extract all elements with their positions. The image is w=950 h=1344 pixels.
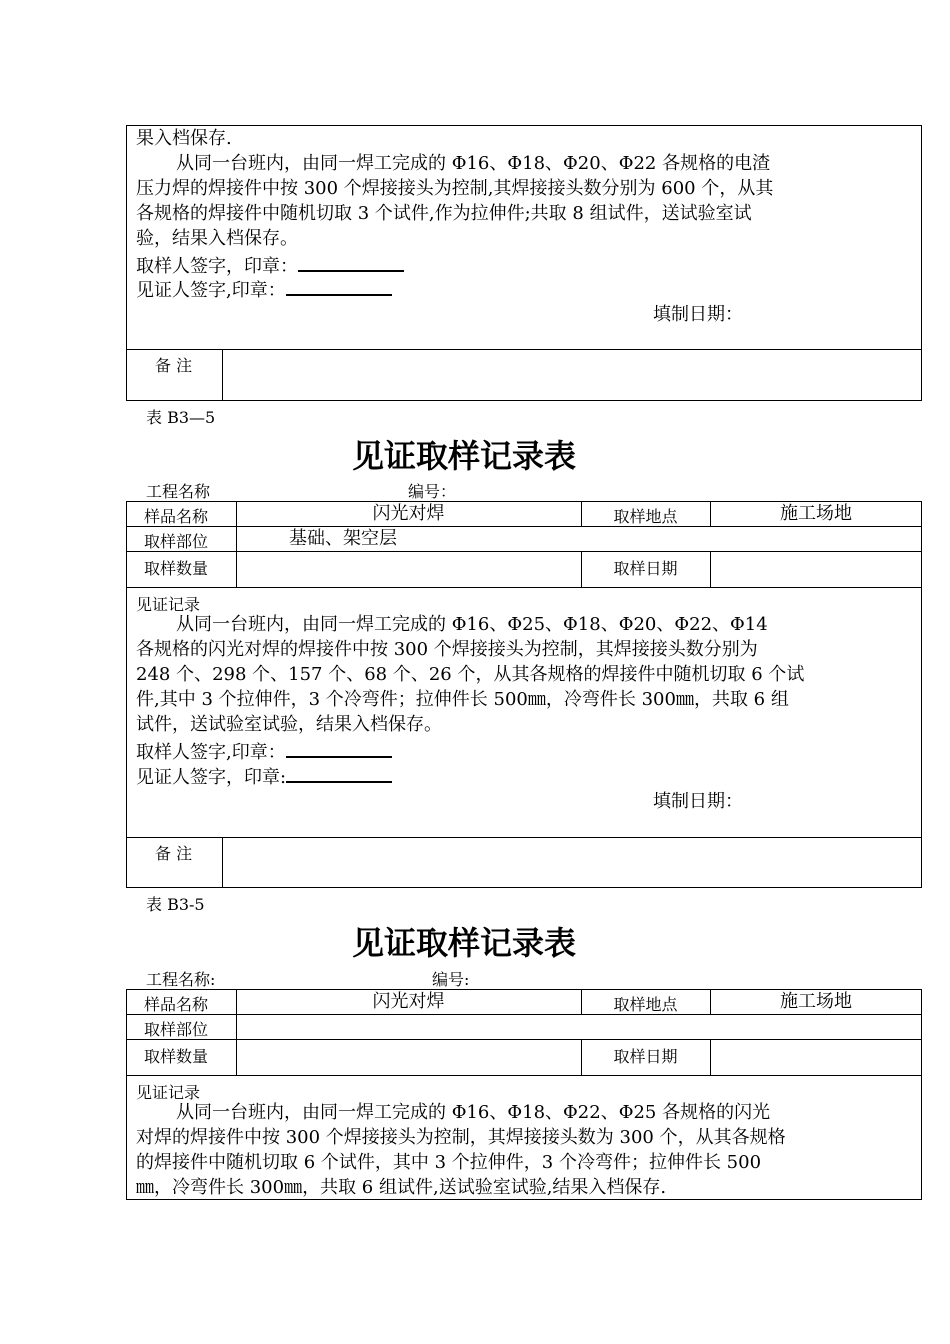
signature-line (298, 252, 404, 272)
quantity-label-3: 取样数量 (144, 1047, 209, 1066)
sampler-signature-1 (136, 252, 404, 279)
project-name-label-3: 工程名称: (146, 970, 216, 989)
record-line: 压力焊的焊接件中按 300 个焊接接头为控制,其焊接接头数分别为 600 个，从其 (136, 178, 774, 199)
row-line (126, 587, 922, 588)
signature-line (286, 276, 392, 296)
remarks-col-divider-1 (222, 349, 223, 400)
row-line (126, 526, 922, 527)
witness-signature-label: 见证人签字,印章： (136, 280, 286, 301)
sample-part-label-2: 取样部位 (144, 532, 209, 551)
sample-part-label-3: 取样部位 (144, 1020, 209, 1039)
record-line: 验，结果入档保存。 (136, 228, 298, 249)
location-value-3: 施工场地 (780, 991, 852, 1012)
sampler-signature-2 (136, 738, 392, 765)
record-line: 的焊接件中随机切取 6 个试件，其中 3 个拉伸件，3 个冷弯件；拉伸件长 500 (136, 1152, 762, 1173)
record-line: 各规格的焊接件中随机切取 3 个试件,作为拉伸件;共取 8 组试件，送试验室试 (136, 203, 752, 224)
sampler-signature-label: 取样人签字,印章： (136, 742, 286, 763)
sampler-signature-label: 取样人签字，印章： (136, 256, 298, 277)
form-title-3: 见证取样记录表 (352, 924, 577, 962)
quantity-label-2: 取样数量 (144, 559, 209, 578)
witness-signature-label: 见证人签字，印章: (136, 767, 287, 788)
witness-signature-2 (136, 763, 392, 790)
fill-date-2: 填制日期： (653, 791, 743, 812)
signature-line (286, 738, 392, 758)
record-text-3 (136, 1100, 913, 1200)
record-line: 从同一台班内，由同一焊工完成的 Φ16、Φ18、Φ22、Φ25 各规格的闪光 (176, 1102, 771, 1123)
sample-date-label-2: 取样日期 (613, 559, 678, 578)
col-line (710, 1039, 711, 1075)
sample-date-label-3: 取样日期 (613, 1047, 678, 1066)
record-line: 试件，送试验室试验，结果入档保存。 (136, 714, 442, 735)
record-line: 从同一台班内，由同一焊工完成的 Φ16、Φ18、Φ20、Φ22 各规格的电渣 (176, 153, 771, 174)
record-text-1 (136, 126, 913, 251)
record-line: 各规格的闪光对焊的焊接件中按 300 个焊接接头为控制，其焊接接头数分别为 (136, 639, 758, 660)
sample-name-value-2: 闪光对焊 (372, 503, 445, 524)
project-name-label-2: 工程名称 (146, 482, 211, 501)
fill-date-1: 填制日期： (653, 304, 743, 325)
location-value-2: 施工场地 (780, 503, 852, 524)
witness-signature-1 (136, 276, 392, 303)
record-line: ㎜，冷弯件长 300㎜，共取 6 组试件,送试验室试验,结果入档保存. (136, 1177, 667, 1198)
col-line (222, 837, 223, 888)
record-line: 对焊的焊接件中按 300 个焊接接头为控制，其焊接接头数为 300 个，从其各规格 (136, 1127, 786, 1148)
remarks-label-2: 备 注 (155, 844, 193, 863)
sample-name-value-3: 闪光对焊 (372, 991, 445, 1012)
row-line (126, 1075, 922, 1076)
record-line: 从同一台班内，由同一焊工完成的 Φ16、Φ25、Φ18、Φ20、Φ22、Φ14 (176, 614, 768, 635)
remarks-label-1: 备 注 (155, 356, 193, 375)
record-text-2 (136, 612, 913, 737)
row-line (126, 837, 922, 838)
sample-name-label-3: 样品名称 (144, 995, 209, 1014)
number-label-2: 编号： (408, 482, 457, 501)
row-line (126, 1039, 922, 1040)
record-line: 248 个、298 个、157 个、68 个、26 个，从其各规格的焊接件中随机切取 6 个试 (136, 664, 805, 685)
table-number-2: 表 B3—5 (146, 408, 216, 427)
location-label-3: 取样地点 (613, 995, 678, 1014)
col-line (710, 551, 711, 587)
table-number-3: 表 B3-5 (146, 895, 205, 914)
record-label-3: 见证记录 (136, 1083, 201, 1102)
record-line: 果入档保存. (136, 128, 232, 149)
remarks-divider-1 (126, 349, 922, 350)
row-line (126, 551, 922, 552)
location-label-2: 取样地点 (613, 507, 678, 526)
row-line (126, 1014, 922, 1015)
form-title-2: 见证取样记录表 (352, 437, 577, 475)
sample-name-label-2: 样品名称 (144, 507, 209, 526)
record-label-2: 见证记录 (136, 595, 201, 614)
signature-line (286, 763, 392, 783)
number-label-3: 编号: (432, 970, 470, 989)
record-line: 件,其中 3 个拉伸件，3 个冷弯件；拉伸件长 500㎜，冷弯件长 300㎜，共取 6 组 (136, 689, 789, 710)
sample-part-value-2: 基础、架空层 (289, 528, 397, 549)
